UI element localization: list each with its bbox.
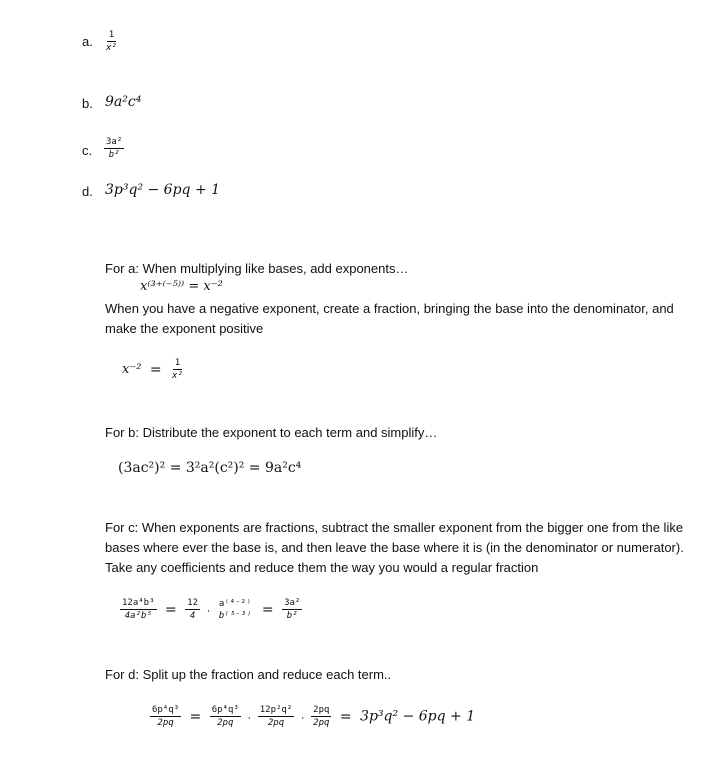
- denominator: b²: [108, 150, 120, 160]
- answer-d-label: d.: [82, 184, 93, 199]
- equals: =: [189, 708, 202, 725]
- explanation-c-equation: [120, 598, 302, 621]
- numerator: 12p²q²: [259, 705, 293, 715]
- explanation-d-equation: [150, 705, 475, 728]
- denominator: 4: [189, 611, 196, 621]
- numerator: 2pq: [313, 705, 330, 715]
- lhs: x⁻²: [122, 362, 142, 377]
- numerator: 3a²: [284, 598, 301, 608]
- denominator: b²: [286, 611, 298, 621]
- result: 3p³q² − 6pq + 1: [360, 708, 476, 725]
- numerator: 12: [187, 598, 198, 608]
- multiply-dot: ·: [247, 709, 252, 724]
- numerator: a⁽⁴⁻²⁾: [218, 598, 252, 609]
- numerator: 1: [108, 30, 115, 40]
- answer-b-expr: 9a²c⁴: [105, 94, 142, 110]
- multiply-dot: ·: [300, 709, 305, 724]
- explanation-a-rule: When you have a negative exponent, create a fraction, bringing the base into the denominator, and make the exponent positive: [105, 301, 674, 336]
- numerator: 6p⁴q³: [211, 705, 239, 715]
- numerator: 6p⁴q³: [152, 705, 180, 715]
- explanation-b-intro: For b: Distribute the exponent to each term and simplify…: [105, 425, 438, 440]
- explanation-a-step: x⁽³⁺⁽⁻⁵⁾⁾ = x⁻²: [140, 279, 223, 294]
- answer-b-label: b.: [82, 96, 93, 111]
- denominator: x²: [106, 43, 117, 53]
- denominator: x²: [172, 371, 183, 381]
- equals: =: [164, 601, 177, 618]
- answer-c-label: c.: [82, 143, 93, 158]
- numerator: 3a²: [106, 137, 123, 147]
- multiply-dot: ·: [206, 602, 211, 617]
- explanation-b-work: (3ac²)² = 3²a²(c²)² = 9a²c⁴: [118, 460, 302, 476]
- denominator: 2pq: [217, 718, 234, 728]
- explanation-a-intro: For a: When multiplying like bases, add exponents…: [105, 261, 409, 276]
- denominator: 2pq: [267, 718, 285, 728]
- explanation-d-intro: For d: Split up the fraction and reduce each term..: [105, 667, 392, 682]
- denominator: 2pq: [157, 718, 174, 728]
- numerator: 1: [174, 358, 181, 368]
- answer-c-fraction: [104, 137, 124, 160]
- answer-a-fraction: [104, 30, 119, 53]
- answer-a-label: a.: [82, 34, 93, 49]
- equals: =: [149, 361, 162, 378]
- denominator: 2pq: [313, 718, 330, 728]
- denominator: 4a²b⁵: [124, 611, 152, 621]
- denominator: b⁽⁵⁻³⁾: [218, 610, 252, 621]
- numerator: 12a⁴b³: [122, 598, 155, 608]
- explanation-c-intro: For c: When exponents are fractions, subtract the smaller exponent from the bigger one from the like bases where ever the base is, and then leave the base where it is (in the denominator or numerator). Take any coefficients and reduce them the way you would a regular fraction: [105, 520, 684, 575]
- equals: =: [261, 601, 274, 618]
- explanation-a-equation: [122, 358, 185, 381]
- answer-d-expr: 3p³q² − 6pq + 1: [105, 182, 221, 198]
- equals: =: [339, 708, 352, 725]
